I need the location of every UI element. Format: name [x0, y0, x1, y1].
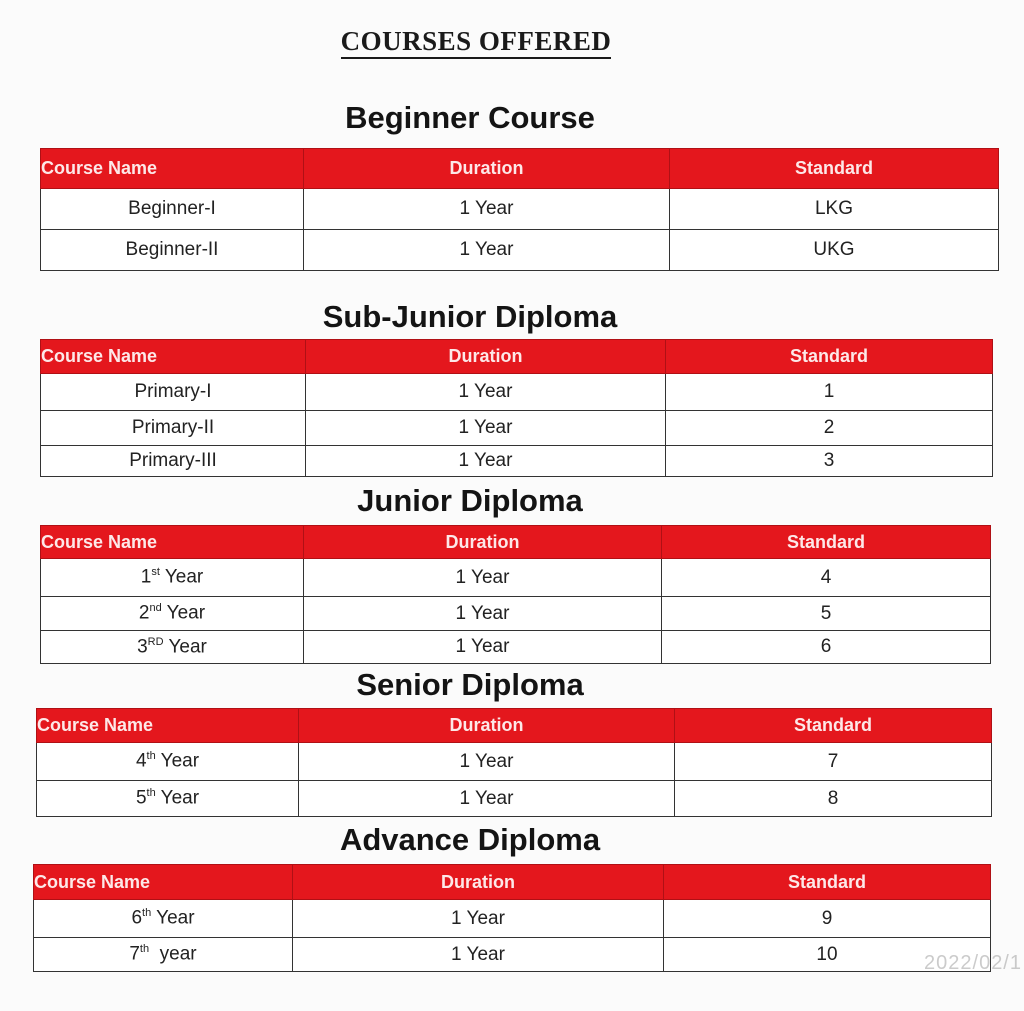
date-watermark: 2022/02/1: [924, 952, 1022, 974]
course-name-cell: [37, 743, 299, 781]
column-header-course-name: Course Name: [37, 709, 299, 743]
ordinal-number: 2: [138, 602, 150, 624]
table-row: [41, 597, 991, 631]
column-header-duration: Duration: [293, 865, 664, 900]
table-row: [34, 938, 991, 972]
table-header-row: [41, 149, 999, 189]
duration-cell: 1 Year: [304, 597, 662, 631]
table-header-row: [41, 526, 991, 559]
ordinal-number: 3: [137, 636, 148, 658]
course-table: [36, 708, 992, 817]
standard-cell: 3: [666, 446, 993, 477]
section-heading: Sub-Junior Diploma: [322, 299, 618, 334]
table-row: [37, 781, 992, 817]
year-text: year: [149, 943, 197, 965]
page-title-text: COURSES OFFERED: [341, 26, 612, 59]
course-name-cell: Primary-I: [41, 374, 306, 411]
standard-cell: 5: [662, 597, 991, 631]
course-name-cell: Primary-II: [41, 411, 306, 446]
duration-cell: 1 Year: [293, 900, 664, 938]
ordinal-suffix: th: [139, 943, 150, 956]
course-table: [40, 148, 999, 271]
duration-cell: 1 Year: [306, 411, 666, 446]
column-header-duration: Duration: [306, 340, 666, 374]
section-heading: Senior Diploma: [356, 667, 584, 702]
standard-cell: 10: [664, 938, 991, 972]
ordinal-suffix: RD: [147, 635, 164, 648]
course-name-cell: [41, 597, 304, 631]
duration-cell: 1 Year: [299, 743, 675, 781]
course-name-cell: [37, 781, 299, 817]
year-text: Year: [159, 566, 204, 588]
column-header-course-name: Course Name: [41, 526, 304, 559]
column-header-duration: Duration: [304, 149, 670, 189]
duration-cell: 1 Year: [304, 189, 670, 230]
ordinal-suffix: th: [146, 787, 156, 800]
course-name-cell: Beginner-II: [41, 230, 304, 271]
column-header-standard: Standard: [675, 709, 992, 743]
section-heading: Beginner Course: [345, 100, 595, 135]
column-header-standard: Standard: [670, 149, 999, 189]
course-name-cell: [34, 900, 293, 938]
ordinal-number: 6: [131, 907, 143, 929]
table-header-row: [34, 865, 991, 900]
column-header-standard: Standard: [664, 865, 991, 900]
standard-cell: 1: [666, 374, 993, 411]
column-header-standard: Standard: [662, 526, 991, 559]
table-row: [41, 559, 991, 597]
table-row: [41, 631, 991, 664]
duration-cell: 1 Year: [293, 938, 664, 972]
column-header-duration: Duration: [304, 526, 662, 559]
ordinal-number: 7: [129, 943, 140, 965]
course-name-cell: [34, 938, 293, 972]
standard-cell: 8: [675, 781, 992, 817]
course-table: [33, 864, 991, 972]
duration-cell: 1 Year: [304, 631, 662, 664]
duration-cell: 1 Year: [304, 230, 670, 271]
table-row: [41, 189, 999, 230]
table-header-row: [41, 340, 993, 374]
table-row: [41, 230, 999, 271]
page-title: [0, 26, 952, 57]
column-header-course-name: Course Name: [41, 340, 306, 374]
duration-cell: 1 Year: [306, 374, 666, 411]
standard-cell: LKG: [670, 189, 999, 230]
course-name-cell: Beginner-I: [41, 189, 304, 230]
ordinal-suffix: st: [151, 566, 160, 579]
duration-cell: 1 Year: [304, 559, 662, 597]
course-name-cell: [41, 559, 304, 597]
ordinal-suffix: th: [146, 750, 156, 763]
course-name-cell: [41, 631, 304, 664]
column-header-duration: Duration: [299, 709, 675, 743]
section-heading: Advance Diploma: [339, 822, 601, 857]
table-row: [41, 411, 993, 446]
standard-cell: 6: [662, 631, 991, 664]
course-table: [40, 339, 993, 477]
table-row: [37, 743, 992, 781]
column-header-course-name: Course Name: [34, 865, 293, 900]
table-header-row: [37, 709, 992, 743]
year-text: Year: [151, 907, 195, 929]
year-text: Year: [155, 750, 200, 772]
standard-cell: 2: [666, 411, 993, 446]
course-name-cell: Primary-III: [41, 446, 306, 477]
column-header-course-name: Course Name: [41, 149, 304, 189]
section-heading: Junior Diploma: [357, 483, 583, 518]
year-text: Year: [163, 636, 207, 658]
ordinal-number: 1: [140, 566, 152, 588]
duration-cell: 1 Year: [299, 781, 675, 817]
year-text: Year: [161, 602, 206, 624]
ordinal-number: 4: [135, 750, 147, 772]
duration-cell: 1 Year: [306, 446, 666, 477]
standard-cell: 9: [664, 900, 991, 938]
column-header-standard: Standard: [666, 340, 993, 374]
table-row: [41, 446, 993, 477]
standard-cell: 4: [662, 559, 991, 597]
year-text: Year: [155, 787, 200, 809]
standard-cell: UKG: [670, 230, 999, 271]
ordinal-number: 5: [135, 787, 147, 809]
table-row: [34, 900, 991, 938]
standard-cell: 7: [675, 743, 992, 781]
ordinal-suffix: nd: [149, 602, 162, 615]
course-table: [40, 525, 991, 664]
ordinal-suffix: th: [142, 907, 152, 920]
table-row: [41, 374, 993, 411]
